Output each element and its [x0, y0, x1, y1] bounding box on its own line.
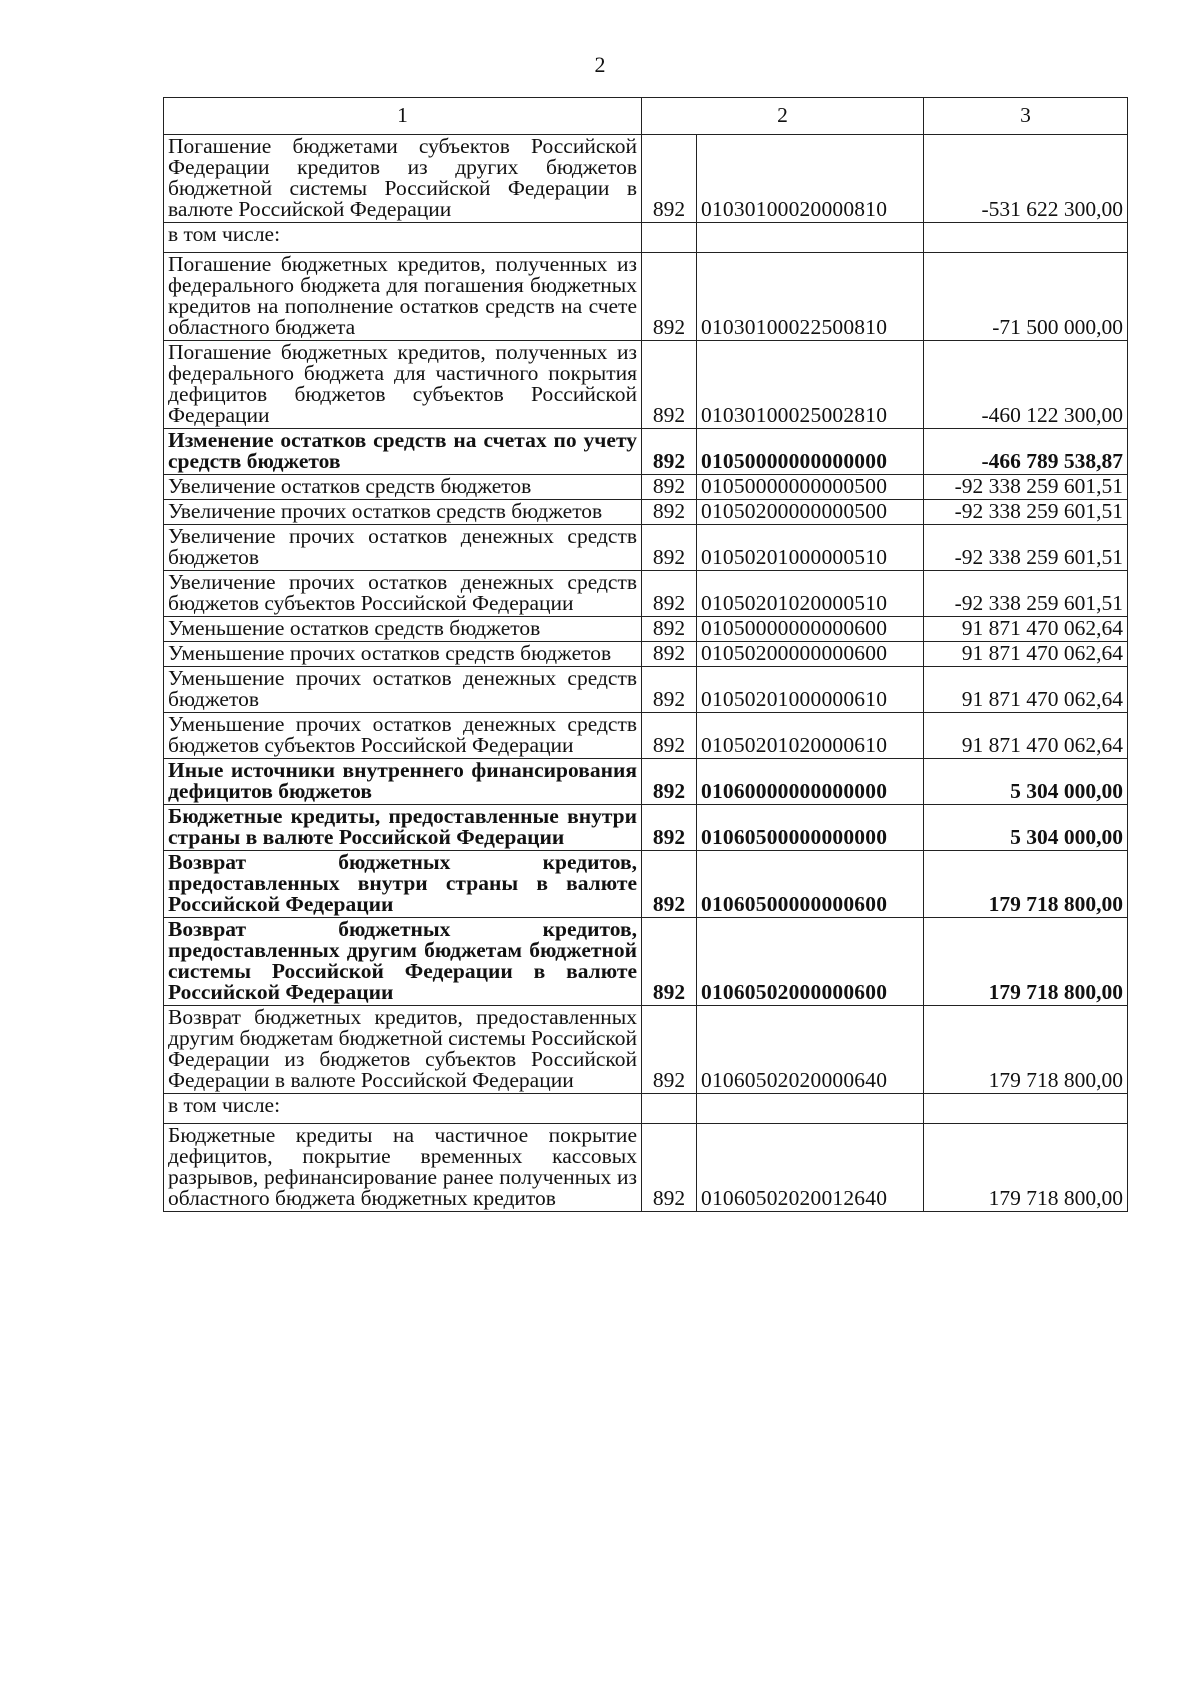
row-amount-cell: 91 871 470 062,64	[924, 642, 1128, 667]
row-amount-cell	[924, 1094, 1128, 1124]
row-classification-code-cell: 01060502000000600	[697, 918, 924, 1006]
row-name-cell: Погашение бюджетами субъектов Российской Федерации кредитов из других бюджетов бюджетной системы Российской Федерации в валюте Российской Федерации	[164, 135, 642, 223]
row-name-cell: Возврат бюджетных кредитов, предоставленных другим бюджетам бюджетной системы Российской Федерации из бюджетов субъектов Российской Федерации в валюте Российской Федерации	[164, 1006, 642, 1094]
row-name-cell: Уменьшение прочих остатков денежных средств бюджетов	[164, 667, 642, 713]
row-admin-code-cell: 892	[642, 475, 697, 500]
row-admin-code-cell: 892	[642, 851, 697, 918]
row-name-cell: Возврат бюджетных кредитов, предоставленных внутри страны в валюте Российской Федерации	[164, 851, 642, 918]
row-classification-code-cell: 01050201020000510	[697, 571, 924, 617]
table-row	[164, 851, 1128, 918]
row-amount-cell: 179 718 800,00	[924, 918, 1128, 1006]
row-amount-cell: 91 871 470 062,64	[924, 617, 1128, 642]
table-row	[164, 135, 1128, 223]
row-admin-code-cell: 892	[642, 805, 697, 851]
row-name-cell: в том числе:	[164, 1094, 642, 1124]
row-classification-code-cell	[697, 223, 924, 253]
row-admin-code-cell: 892	[642, 571, 697, 617]
table-row	[164, 642, 1128, 667]
row-amount-cell: 179 718 800,00	[924, 1124, 1128, 1212]
row-amount-cell: 179 718 800,00	[924, 1006, 1128, 1094]
row-classification-code-cell: 01060502020000640	[697, 1006, 924, 1094]
row-admin-code-cell: 892	[642, 525, 697, 571]
row-classification-code-cell: 01050201020000610	[697, 713, 924, 759]
row-name-cell: Увеличение прочих остатков денежных средств бюджетов субъектов Российской Федерации	[164, 571, 642, 617]
row-name-cell: Иные источники внутреннего финансирования дефицитов бюджетов	[164, 759, 642, 805]
row-name-cell: Погашение бюджетных кредитов, полученных из федерального бюджета для частичного покрытия дефицитов бюджетов субъектов Российской Федерации	[164, 341, 642, 429]
table-row	[164, 1094, 1128, 1124]
row-admin-code-cell: 892	[642, 759, 697, 805]
row-admin-code-cell: 892	[642, 667, 697, 713]
row-amount-cell: 5 304 000,00	[924, 759, 1128, 805]
row-admin-code-cell: 892	[642, 429, 697, 475]
table-row	[164, 617, 1128, 642]
row-amount-cell: -71 500 000,00	[924, 253, 1128, 341]
row-classification-code-cell: 01050000000000500	[697, 475, 924, 500]
row-amount-cell: 179 718 800,00	[924, 851, 1128, 918]
row-amount-cell: -92 338 259 601,51	[924, 525, 1128, 571]
table-row	[164, 805, 1128, 851]
row-admin-code-cell	[642, 223, 697, 253]
table-row	[164, 571, 1128, 617]
row-name-cell: Уменьшение прочих остатков денежных средств бюджетов субъектов Российской Федерации	[164, 713, 642, 759]
table-row	[164, 500, 1128, 525]
row-amount-cell	[924, 223, 1128, 253]
row-amount-cell: -92 338 259 601,51	[924, 571, 1128, 617]
table-body	[164, 135, 1128, 1212]
row-name-cell: Уменьшение остатков средств бюджетов	[164, 617, 642, 642]
row-amount-cell: 5 304 000,00	[924, 805, 1128, 851]
row-admin-code-cell: 892	[642, 1124, 697, 1212]
row-amount-cell: -466 789 538,87	[924, 429, 1128, 475]
row-admin-code-cell: 892	[642, 341, 697, 429]
row-admin-code-cell	[642, 1094, 697, 1124]
column-header-2: 2	[642, 98, 924, 135]
row-classification-code-cell: 01030100020000810	[697, 135, 924, 223]
row-classification-code-cell: 01060502020012640	[697, 1124, 924, 1212]
row-name-cell: Увеличение прочих остатков денежных средств бюджетов	[164, 525, 642, 571]
row-admin-code-cell: 892	[642, 500, 697, 525]
row-classification-code-cell: 01050000000000600	[697, 617, 924, 642]
row-classification-code-cell: 01030100025002810	[697, 341, 924, 429]
row-name-cell: Изменение остатков средств на счетах по учету средств бюджетов	[164, 429, 642, 475]
row-admin-code-cell: 892	[642, 135, 697, 223]
row-amount-cell: -531 622 300,00	[924, 135, 1128, 223]
table-row	[164, 525, 1128, 571]
row-name-cell: в том числе:	[164, 223, 642, 253]
table-row	[164, 1006, 1128, 1094]
table-row	[164, 341, 1128, 429]
row-classification-code-cell: 01050201000000510	[697, 525, 924, 571]
row-amount-cell: 91 871 470 062,64	[924, 667, 1128, 713]
table-row	[164, 918, 1128, 1006]
row-name-cell: Бюджетные кредиты на частичное покрытие дефицитов, покрытие временных кассовых разрывов, рефинансирование ранее полученных из областного бюджета бюджетных кредитов	[164, 1124, 642, 1212]
table-row	[164, 223, 1128, 253]
row-name-cell: Увеличение прочих остатков средств бюджетов	[164, 500, 642, 525]
row-amount-cell: -92 338 259 601,51	[924, 500, 1128, 525]
row-amount-cell: 91 871 470 062,64	[924, 713, 1128, 759]
table-row	[164, 1124, 1128, 1212]
row-admin-code-cell: 892	[642, 253, 697, 341]
page-number: 2	[594, 52, 606, 77]
budget-sources-table	[163, 97, 1128, 1212]
row-classification-code-cell: 01060000000000000	[697, 759, 924, 805]
row-classification-code-cell: 01050000000000000	[697, 429, 924, 475]
row-name-cell: Возврат бюджетных кредитов, предоставленных другим бюджетам бюджетной системы Российской Федерации в валюте Российской Федерации	[164, 918, 642, 1006]
table-row	[164, 759, 1128, 805]
table-row	[164, 253, 1128, 341]
row-classification-code-cell	[697, 1094, 924, 1124]
row-admin-code-cell: 892	[642, 642, 697, 667]
column-header-3: 3	[924, 98, 1128, 135]
row-admin-code-cell: 892	[642, 713, 697, 759]
row-name-cell: Уменьшение прочих остатков средств бюджетов	[164, 642, 642, 667]
row-classification-code-cell: 01060500000000600	[697, 851, 924, 918]
row-admin-code-cell: 892	[642, 617, 697, 642]
row-classification-code-cell: 01050201000000610	[697, 667, 924, 713]
table-row	[164, 429, 1128, 475]
row-name-cell: Погашение бюджетных кредитов, полученных из федерального бюджета для погашения бюджетных кредитов на пополнение остатков средств на счете областного бюджета	[164, 253, 642, 341]
table-row	[164, 667, 1128, 713]
table-header-row	[164, 98, 1128, 135]
row-name-cell: Бюджетные кредиты, предоставленные внутри страны в валюте Российской Федерации	[164, 805, 642, 851]
row-amount-cell: -460 122 300,00	[924, 341, 1128, 429]
table-row	[164, 713, 1128, 759]
column-header-1: 1	[164, 98, 642, 135]
row-admin-code-cell: 892	[642, 1006, 697, 1094]
table-row	[164, 475, 1128, 500]
row-name-cell: Увеличение остатков средств бюджетов	[164, 475, 642, 500]
row-classification-code-cell: 01060500000000000	[697, 805, 924, 851]
row-classification-code-cell: 01050200000000500	[697, 500, 924, 525]
row-classification-code-cell: 01050200000000600	[697, 642, 924, 667]
row-admin-code-cell: 892	[642, 918, 697, 1006]
row-amount-cell: -92 338 259 601,51	[924, 475, 1128, 500]
row-classification-code-cell: 01030100022500810	[697, 253, 924, 341]
